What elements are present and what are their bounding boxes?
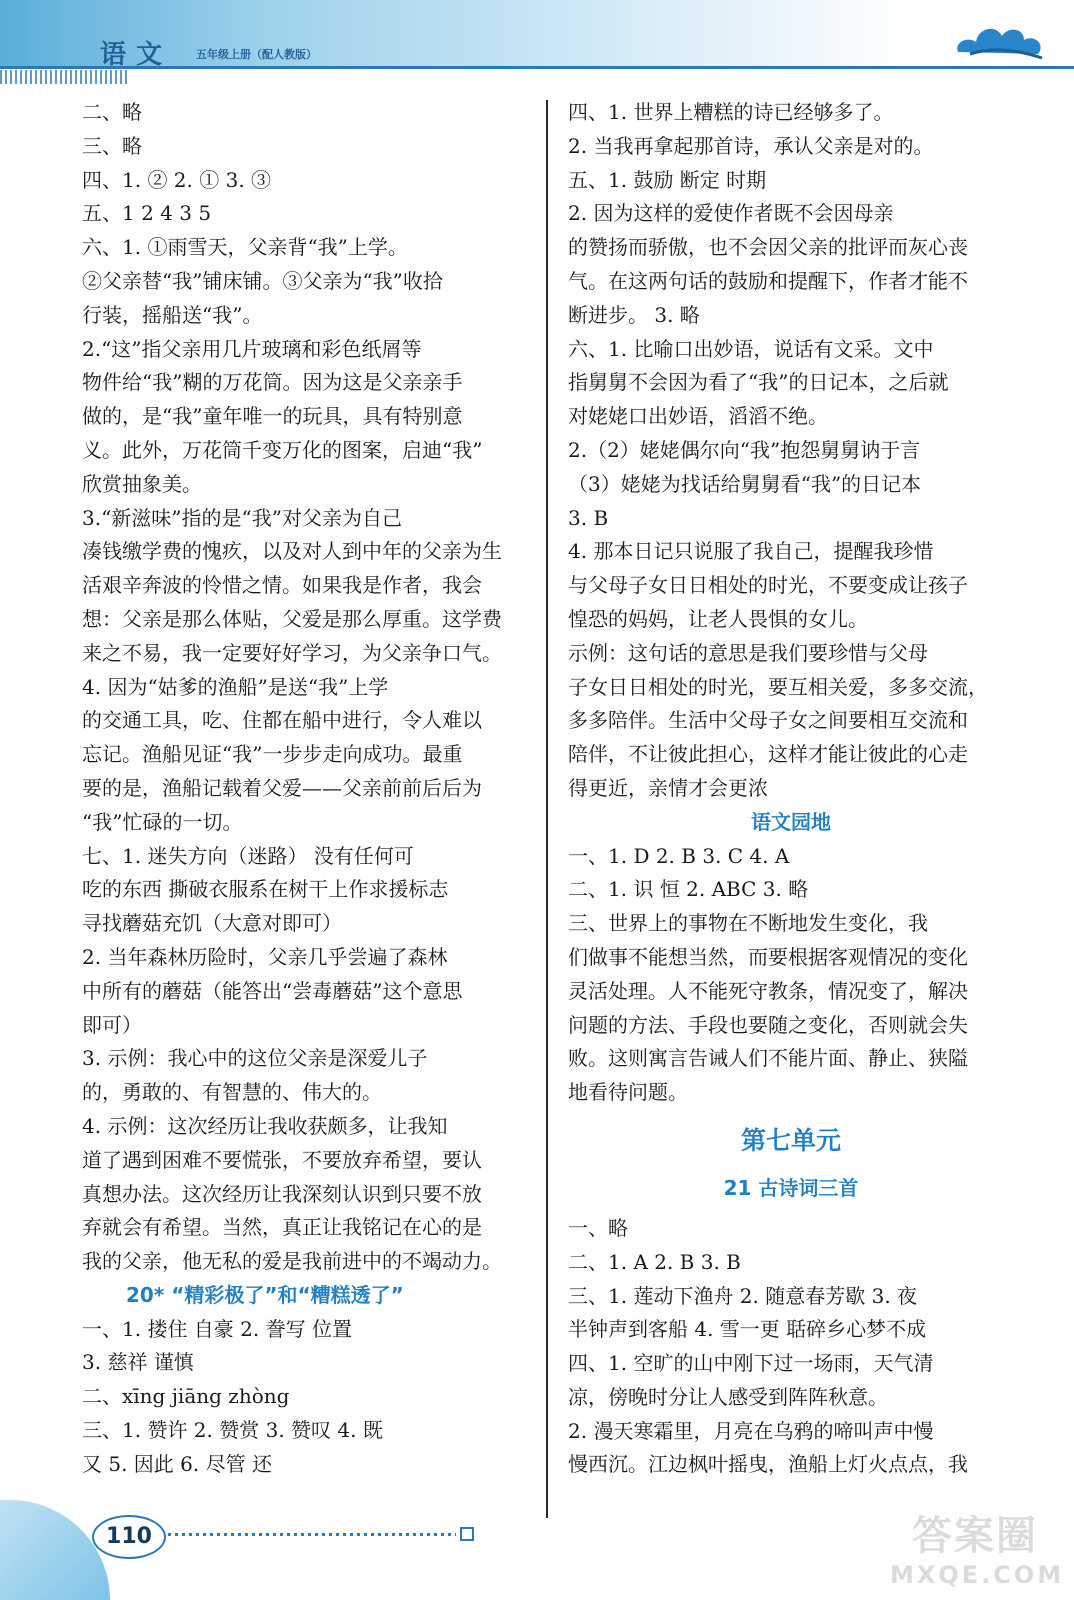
answer-line: 指舅舅不会因为看了“我”的日记本，之后就 bbox=[568, 370, 949, 395]
right-column bbox=[568, 96, 1014, 1482]
answer-line: 二、略 bbox=[82, 100, 142, 124]
answer-line: （3）姥姥为找话给舅舅看“我”的日记本 bbox=[568, 471, 922, 496]
watermark bbox=[890, 1512, 1065, 1598]
answer-line: 的赞扬而骄傲，也不会因父亲的批评而灰心丧 bbox=[568, 235, 968, 260]
answer-line: 六、1. ①雨雪天，父亲背“我”上学。 bbox=[82, 235, 408, 260]
cloud-icon bbox=[950, 14, 1050, 64]
answer-line: 2.（2）姥姥偶尔向“我”抱怨舅舅讷于言 bbox=[568, 437, 921, 462]
answer-line: 二、xīng jiāng zhòng bbox=[82, 1384, 290, 1409]
footer-square-icon bbox=[460, 1527, 474, 1541]
lesson-20-title: 20* “精彩极了”和“糟糕透了” bbox=[126, 1282, 404, 1307]
answer-line: 们做事不能想当然，而要根据客观情况的变化 bbox=[568, 944, 968, 969]
column-divider bbox=[546, 100, 548, 1518]
answer-line: 物件给“我”糊的万花筒。因为这是父亲亲手 bbox=[82, 370, 463, 395]
answer-line: 气。在这两句话的鼓励和提醒下，作者才能不 bbox=[568, 268, 968, 293]
unit-title: 第七单元 bbox=[740, 1125, 841, 1155]
answer-line: 子女日日相处的时光，要互相关爱，多多交流， bbox=[568, 674, 988, 699]
answer-line: 六、1. 比喻口出妙语，说话有文采。文中 bbox=[568, 336, 934, 361]
answer-line: 我的父亲，他无私的爱是我前进中的不竭动力。 bbox=[82, 1249, 502, 1274]
answer-line: 慢西沉。江边枫叶摇曳，渔船上灯火点点，我 bbox=[568, 1452, 968, 1477]
lesson-21-title: 21 古诗词三首 bbox=[723, 1175, 859, 1200]
answer-line: 得更近，亲情才会更浓 bbox=[568, 775, 768, 800]
answer-line: 3. B bbox=[568, 505, 609, 530]
answer-line: 做的，是“我”童年唯一的玩具，具有特别意 bbox=[82, 404, 463, 429]
section-title-garden: 语文园地 bbox=[751, 809, 831, 834]
answer-line: 2. 因为这样的爱使作者既不会因母亲 bbox=[568, 201, 894, 226]
answer-line: 与父母子女日日相处的时光，不要变成让孩子 bbox=[568, 573, 968, 598]
answer-line: 道了遇到困难不要慌张，不要放弃希望，要认 bbox=[82, 1147, 482, 1172]
answer-line: 真想办法。这次经历让我深刻认识到只要不放 bbox=[82, 1181, 482, 1206]
answer-line: 五、1 2 4 3 5 bbox=[82, 201, 212, 226]
answer-line: 对姥姥口出妙语，滔滔不绝。 bbox=[568, 404, 828, 429]
answer-line: 灵活处理。人不能死守教条，情况变了，解决 bbox=[568, 978, 968, 1003]
answer-line: 一、1. 搂住 自豪 2. 誊写 位置 bbox=[82, 1316, 352, 1341]
watermark-main: 答案圈 bbox=[912, 1513, 1038, 1559]
answer-line: 4. 那本日记只说服了我自己，提醒我珍惜 bbox=[568, 539, 934, 564]
answer-line: 义。此外，万花筒千变万化的图案，启迪“我” bbox=[82, 437, 483, 462]
answer-line: 一、略 bbox=[568, 1215, 628, 1240]
answer-line: 凉，傍晚时分让人感受到阵阵秋意。 bbox=[568, 1384, 888, 1409]
grade-label: 五年级上册（配人教版） bbox=[196, 48, 317, 61]
answer-line: 三、1. 赞许 2. 赞赏 3. 赞叹 4. 既 bbox=[82, 1418, 383, 1443]
answer-line: 2. 漫天寒霜里，月亮在乌鸦的啼叫声中慢 bbox=[568, 1418, 934, 1443]
left-column bbox=[82, 96, 528, 1482]
answer-line: 五、1. 鼓励 断定 时期 bbox=[568, 167, 767, 192]
answer-line: ②父亲替“我”铺床铺。③父亲为“我”收拾 bbox=[82, 268, 443, 293]
answer-line: 二、1. A 2. B 3. B bbox=[568, 1249, 741, 1274]
answer-line: 来之不易，我一定要好好学习，为父亲争口气。 bbox=[82, 640, 502, 665]
answer-line: 2. 当我再拿起那首诗，承认父亲是对的。 bbox=[568, 133, 934, 158]
page-number: 110 bbox=[92, 1515, 166, 1559]
subject-title: 语文 bbox=[100, 40, 173, 70]
answer-line: 陪伴，不让彼此担心，这样才能让彼此的心走 bbox=[568, 742, 968, 767]
answer-line: 2.“这”指父亲用几片玻璃和彩色纸屑等 bbox=[82, 336, 422, 361]
answer-line: 2. 当年森林历险时，父亲几乎尝遍了森林 bbox=[82, 944, 448, 969]
answer-line: 四、1. 空旷的山中刚下过一场雨，天气清 bbox=[568, 1351, 934, 1376]
answer-line: 吃的东西 撕破衣服系在树干上作求援标志 bbox=[82, 877, 449, 902]
answer-line: 活艰辛奔波的怜惜之情。如果我是作者，我会 bbox=[82, 573, 482, 598]
answer-line: 示例：这句话的意思是我们要珍惜与父母 bbox=[568, 640, 928, 665]
answer-line: 问题的方法、手段也要随之变化，否则就会失 bbox=[568, 1012, 968, 1037]
answer-line: 凑钱缴学费的愧疚，以及对人到中年的父亲为生 bbox=[82, 539, 502, 564]
answer-line: “我”忙碌的一切。 bbox=[82, 809, 243, 834]
answer-line: 4. 示例：这次经历让我收获颇多，让我知 bbox=[82, 1113, 448, 1138]
footer-swoosh bbox=[0, 1500, 110, 1600]
answer-line: 的，勇敢的、有智慧的、伟大的。 bbox=[82, 1080, 382, 1105]
answer-line: 四、1. ② 2. ① 3. ③ bbox=[82, 167, 272, 192]
answer-line: 断进步。 3. 略 bbox=[568, 302, 700, 327]
answer-line: 又 5. 因此 6. 尽管 还 bbox=[82, 1451, 272, 1476]
answer-line: 寻找蘑菇充饥（大意对即可） bbox=[82, 911, 342, 936]
answer-line: 三、世界上的事物在不断地发生变化，我 bbox=[568, 911, 928, 936]
answer-line: 要的是，渔船记载着父爱——父亲前前后后为 bbox=[82, 775, 482, 800]
answer-line: 想：父亲是那么体贴，父爱是那么厚重。这学费 bbox=[82, 606, 502, 631]
watermark-sub: MXQE.COM bbox=[890, 1561, 1065, 1589]
answer-line: 3.“新滋味”指的是“我”对父亲为自己 bbox=[82, 505, 402, 530]
answer-line: 忘记。渔船见证“我”一步步走向成功。最重 bbox=[82, 742, 463, 767]
answer-line: 的交通工具，吃、住都在船中进行，令人难以 bbox=[82, 708, 482, 733]
answer-line: 半钟声到客船 4. 雪一更 聒碎乡心梦不成 bbox=[568, 1317, 927, 1342]
answer-line: 行装，摇船送“我”。 bbox=[82, 302, 263, 327]
answer-line: 二、1. 识 恒 2. ABC 3. 略 bbox=[568, 877, 809, 902]
answer-line: 弃就会有希望。当然，真正让我铭记在心的是 bbox=[82, 1215, 482, 1240]
answer-line: 四、1. 世界上糟糕的诗已经够多了。 bbox=[568, 100, 894, 124]
answer-line: 中所有的蘑菇（能答出“尝毒蘑菇”这个意思 bbox=[82, 978, 463, 1003]
answer-line: 一、1. D 2. B 3. C 4. A bbox=[568, 843, 790, 868]
answer-line: 3. 示例：我心中的这位父亲是深爱儿子 bbox=[82, 1046, 428, 1071]
answer-line: 即可） bbox=[82, 1012, 142, 1037]
answer-line: 败。这则寓言告诫人们不能片面、静止、狭隘 bbox=[568, 1046, 968, 1071]
answer-line: 欣赏抽象美。 bbox=[82, 471, 202, 496]
footer-dotted-line bbox=[168, 1533, 456, 1536]
answer-line: 3. 慈祥 谨慎 bbox=[82, 1350, 194, 1375]
header-ticks bbox=[0, 70, 130, 84]
answer-line: 七、1. 迷失方向（迷路） 没有任何可 bbox=[82, 843, 414, 868]
answer-line: 4. 因为“姑爹的渔船”是送“我”上学 bbox=[82, 674, 389, 699]
answer-line: 三、1. 莲动下渔舟 2. 随意春芳歇 3. 夜 bbox=[568, 1283, 918, 1308]
answer-line: 多多陪伴。生活中父母子女之间要相互交流和 bbox=[568, 708, 968, 733]
answer-line: 惶恐的妈妈，让老人畏惧的女儿。 bbox=[568, 606, 868, 631]
answer-line: 三、略 bbox=[82, 133, 142, 158]
answer-line: 地看待问题。 bbox=[568, 1080, 688, 1105]
